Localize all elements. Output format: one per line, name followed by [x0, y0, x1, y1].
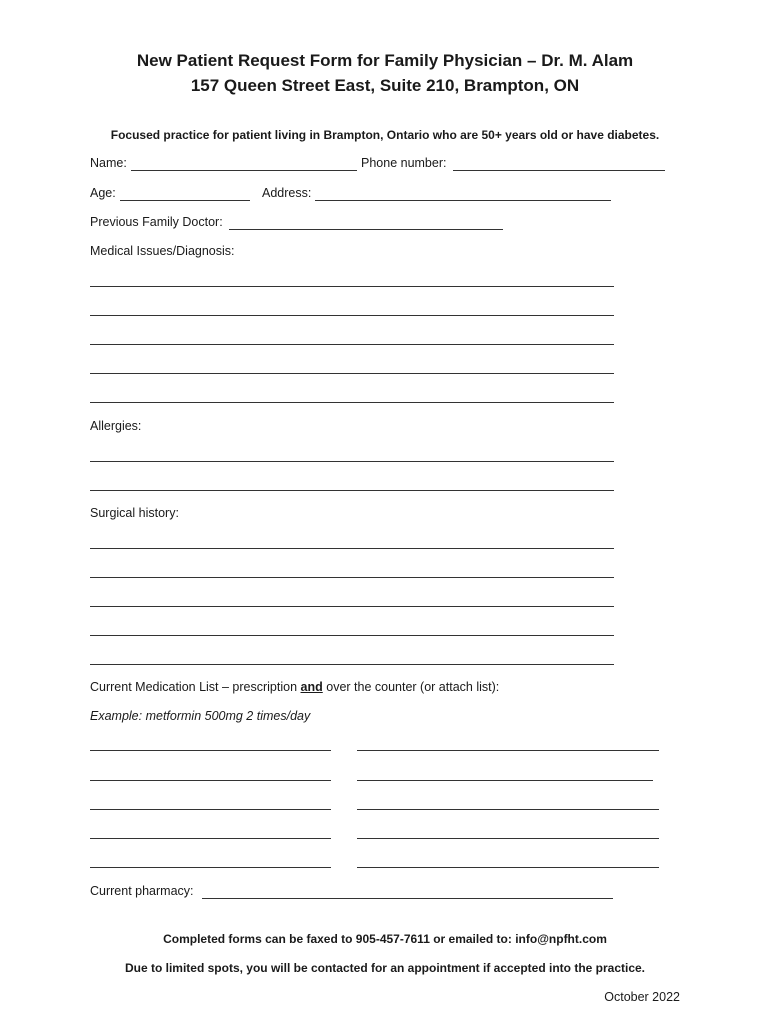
medication-line-right[interactable]: [357, 809, 659, 810]
surgical-history-line[interactable]: [90, 606, 614, 607]
phone-label: Phone number:: [361, 156, 447, 170]
clinic-address: 157 Queen Street East, Suite 210, Brampton, ON: [190, 76, 580, 95]
medication-label-suffix: over the counter (or attach list):: [326, 680, 500, 694]
medication-line-left[interactable]: [90, 750, 331, 751]
age-label: Age:: [90, 186, 116, 200]
name-label: Name:: [90, 156, 127, 170]
form-title: New Patient Request Form for Family Physician – Dr. M. Alam: [136, 51, 634, 70]
surgical-history-line[interactable]: [90, 635, 614, 636]
medical-issues-line[interactable]: [90, 286, 614, 287]
address-label: Address:: [262, 186, 312, 200]
medical-issues-line[interactable]: [90, 344, 614, 345]
medication-line-right[interactable]: [357, 750, 659, 751]
medication-label-prefix: Current Medication List – prescription: [90, 680, 298, 694]
medical-issues-line[interactable]: [90, 402, 614, 403]
allergies-line[interactable]: [90, 490, 614, 491]
surgical-history-label: Surgical history:: [90, 506, 179, 520]
surgical-history-line[interactable]: [90, 664, 614, 665]
address-field[interactable]: [315, 200, 611, 201]
prev-doctor-label: Previous Family Doctor:: [90, 215, 223, 229]
contact-line: Completed forms can be faxed to 905-457-7611 or emailed to: info@npfht.com: [163, 932, 607, 946]
surgical-history-line[interactable]: [90, 548, 614, 549]
medication-line-left[interactable]: [90, 780, 331, 781]
surgical-history-line[interactable]: [90, 577, 614, 578]
allergies-line[interactable]: [90, 461, 614, 462]
medication-label-and: and: [300, 680, 323, 694]
prev-doctor-field[interactable]: [229, 229, 503, 230]
medical-issues-label: Medical Issues/Diagnosis:: [90, 244, 235, 258]
medication-line-right[interactable]: [357, 838, 659, 839]
focus-note: Focused practice for patient living in Brampton, Ontario who are 50+ years old or have diabetes.: [110, 128, 660, 142]
form-date: October 2022: [604, 990, 680, 1004]
limited-spots-line: Due to limited spots, you will be contacted for an appointment if accepted into the practice.: [124, 961, 646, 975]
medication-label: [90, 679, 499, 695]
medication-example: Example: metformin 500mg 2 times/day: [90, 709, 311, 723]
medication-line-left[interactable]: [90, 838, 331, 839]
pharmacy-label: Current pharmacy:: [90, 884, 194, 898]
phone-field[interactable]: [453, 170, 665, 171]
pharmacy-field[interactable]: [202, 898, 613, 899]
medical-issues-line[interactable]: [90, 315, 614, 316]
name-field[interactable]: [131, 170, 357, 171]
medication-line-left[interactable]: [90, 809, 331, 810]
medication-line-left[interactable]: [90, 867, 331, 868]
allergies-label: Allergies:: [90, 419, 142, 433]
medical-issues-line[interactable]: [90, 373, 614, 374]
age-field[interactable]: [120, 200, 250, 201]
medication-line-right[interactable]: [357, 780, 653, 781]
medication-line-right[interactable]: [357, 867, 659, 868]
